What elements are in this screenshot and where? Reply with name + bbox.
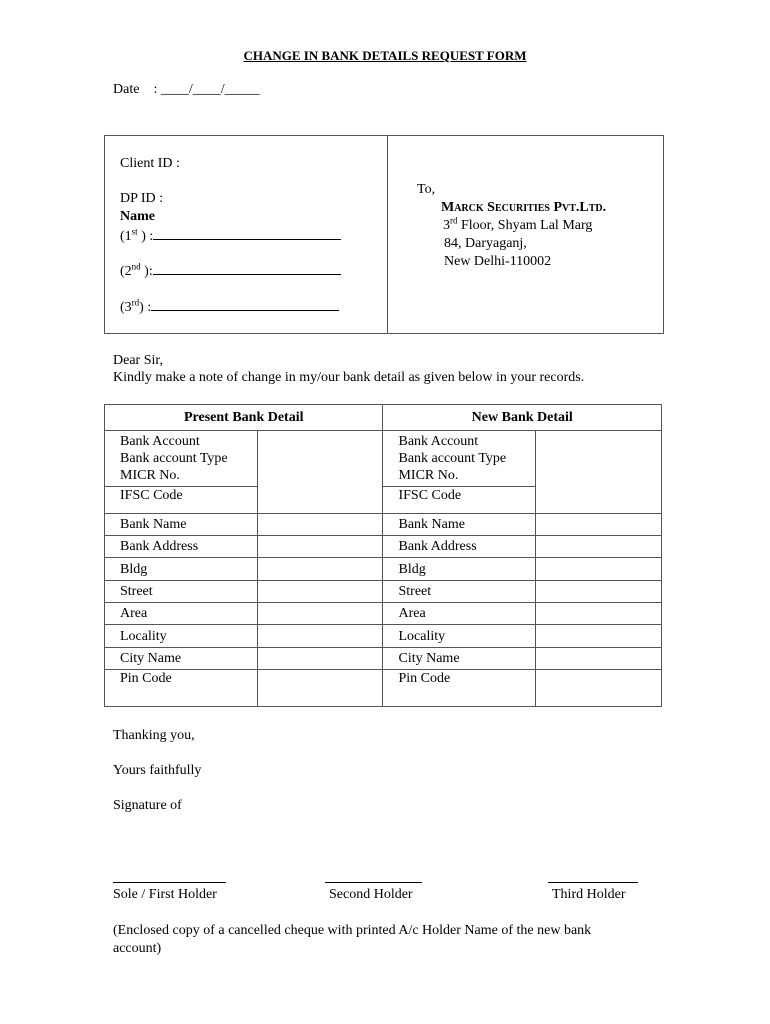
address-line-3: New Delhi-110002	[444, 254, 552, 269]
second-holder-blank	[153, 262, 341, 275]
address-to: To,	[417, 182, 436, 197]
present-account-value[interactable]	[257, 431, 383, 514]
address-line-1: 3rd Floor, Shyam Lal Marg	[443, 215, 593, 233]
table-row: Pin Code Pin Code	[105, 670, 662, 707]
company-name: Marck Securities Pvt.Ltd.	[441, 200, 607, 215]
box-divider	[387, 136, 388, 333]
salutation: Dear Sir,	[113, 353, 163, 368]
first-holder-signature-line[interactable]	[113, 882, 226, 883]
third-holder-blank	[151, 298, 339, 311]
present-account-group-labels: Bank Account Bank account Type MICR No. IFSC Code	[105, 431, 258, 514]
table-row: City Name City Name	[105, 647, 662, 669]
second-holder-label: Second Holder	[329, 887, 413, 902]
table-row: Bank Address Bank Address	[105, 536, 662, 558]
table-row: Bank Name Bank Name	[105, 513, 662, 535]
table-header-row	[105, 405, 662, 431]
first-holder-label: Sole / First Holder	[113, 887, 217, 902]
third-holder-signature-line[interactable]	[548, 882, 638, 883]
third-holder-label: Third Holder	[552, 887, 626, 902]
table-row	[105, 431, 662, 514]
bank-details-table	[104, 404, 662, 707]
table-row: Area Area	[105, 603, 662, 625]
enclosure-note: (Enclosed copy of a cancelled cheque with printed A/c Holder Name of the new bank	[113, 923, 592, 938]
first-holder-blank	[153, 227, 341, 240]
table-row: Street Street	[105, 580, 662, 602]
third-holder-name-field[interactable]: (3rd) :	[120, 298, 339, 316]
table-row: Bldg Bldg	[105, 558, 662, 580]
dp-id-label: DP ID :	[120, 191, 164, 206]
table-row: Locality Locality	[105, 625, 662, 647]
new-account-value[interactable]	[536, 431, 662, 514]
enclosure-note-line2: account)	[113, 941, 162, 956]
thanks-text: Thanking you,	[113, 728, 195, 743]
client-details-box	[104, 135, 664, 334]
second-holder-name-field[interactable]: (2nd ):	[120, 262, 341, 280]
intro-text: Kindly make a note of change in my/our bank detail as given below in your records.	[113, 370, 585, 385]
form-title: CHANGE IN BANK DETAILS REQUEST FORM	[243, 48, 527, 63]
present-bank-name-value[interactable]	[257, 513, 383, 535]
date-field[interactable]	[113, 82, 260, 98]
name-label: Name	[120, 209, 155, 224]
new-account-group-labels: Bank Account Bank account Type MICR No. IFSC Code	[383, 431, 536, 514]
new-bank-header: New Bank Detail	[383, 405, 662, 431]
address-line-2: 84, Daryaganj,	[444, 236, 527, 251]
date-blank: : ____/____/_____	[153, 82, 260, 97]
second-holder-signature-line[interactable]	[325, 882, 422, 883]
yours-faithfully: Yours faithfully	[113, 763, 202, 778]
first-holder-name-field[interactable]: (1st ) :	[120, 227, 341, 245]
new-bank-name-value[interactable]	[536, 513, 662, 535]
date-label: Date	[113, 82, 140, 97]
client-id-label: Client ID :	[120, 156, 180, 171]
present-bank-header: Present Bank Detail	[105, 405, 383, 431]
signature-of: Signature of	[113, 798, 182, 813]
